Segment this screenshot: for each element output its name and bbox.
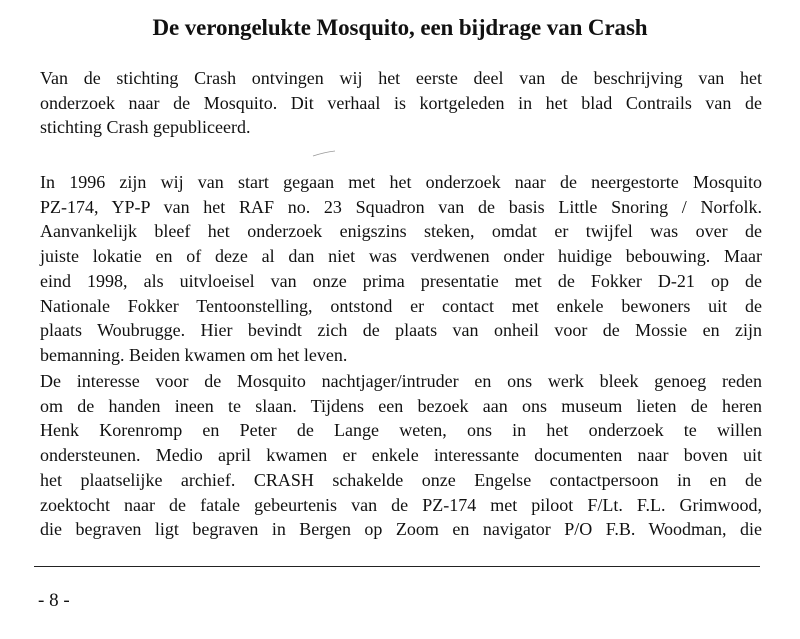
- text-line: Aanvankelijk bleef het onderzoek enigszins steken, omdat er twijfel was over de: [40, 221, 762, 242]
- body-paragraph: [40, 369, 762, 542]
- text-line: plaats Woubrugge. Hier bevindt zich de plaats van onheil voor de Mossie en zijn: [40, 320, 762, 341]
- text-line: onderzoek naar de Mosquito. Dit verhaal is kortgeleden in het blad Contrails van de: [40, 92, 762, 113]
- body-paragraph: [40, 170, 762, 368]
- page-number: - 8 -: [38, 590, 70, 611]
- text-line: stichting Crash gepubliceerd.: [40, 117, 251, 138]
- text-line: Van de stichting Crash ontvingen wij het eerste deel van de beschrijving van het: [40, 68, 762, 88]
- text-line: ondersteunen. Medio april kwamen er enkele interessante documenten naar boven uit: [40, 445, 762, 466]
- text-line: bemanning. Beiden kwamen om het leven.: [40, 344, 348, 365]
- intro-paragraph: [40, 66, 762, 140]
- text-line: Henk Korenromp en Peter de Lange weten, ons in het onderzoek te willen: [40, 420, 762, 441]
- text-line: het plaatselijke archief. CRASH schakelde onze Engelse contactpersoon in en de: [40, 469, 762, 490]
- pencil-mark: [312, 150, 336, 158]
- text-line: PZ-174, YP-P van het RAF no. 23 Squadron van de basis Little Snoring / Norfolk.: [40, 196, 762, 217]
- text-line: om de handen ineen te slaan. Tijdens een bezoek aan ons museum lieten de heren: [40, 395, 762, 416]
- page-title: De verongelukte Mosquito, een bijdrage van Crash: [152, 15, 648, 40]
- text-line: zoektocht naar de fatale gebeurtenis van de PZ-174 met piloot F/Lt. F.L. Grimwood,: [40, 494, 762, 515]
- text-line: eind 1998, als uitvloeisel van onze prima presentatie met de Fokker D-21 op de: [40, 270, 762, 291]
- text-line: die begraven ligt begraven in Bergen op Zoom en navigator P/O F.B. Woodman, die: [40, 519, 762, 540]
- text-line: Nationale Fokker Tentoonstelling, ontstond er contact met enkele bewoners uit de: [40, 295, 762, 316]
- footer-divider: [34, 566, 760, 567]
- text-line: juiste lokatie en of deze al dan niet was verdwenen onder huidige bebouwing. Maar: [40, 246, 762, 267]
- text-line: De interesse voor de Mosquito nachtjager/intruder en ons werk bleek genoeg reden: [40, 371, 762, 391]
- text-line: In 1996 zijn wij van start gegaan met het onderzoek naar de neergestorte Mosquito: [40, 172, 762, 192]
